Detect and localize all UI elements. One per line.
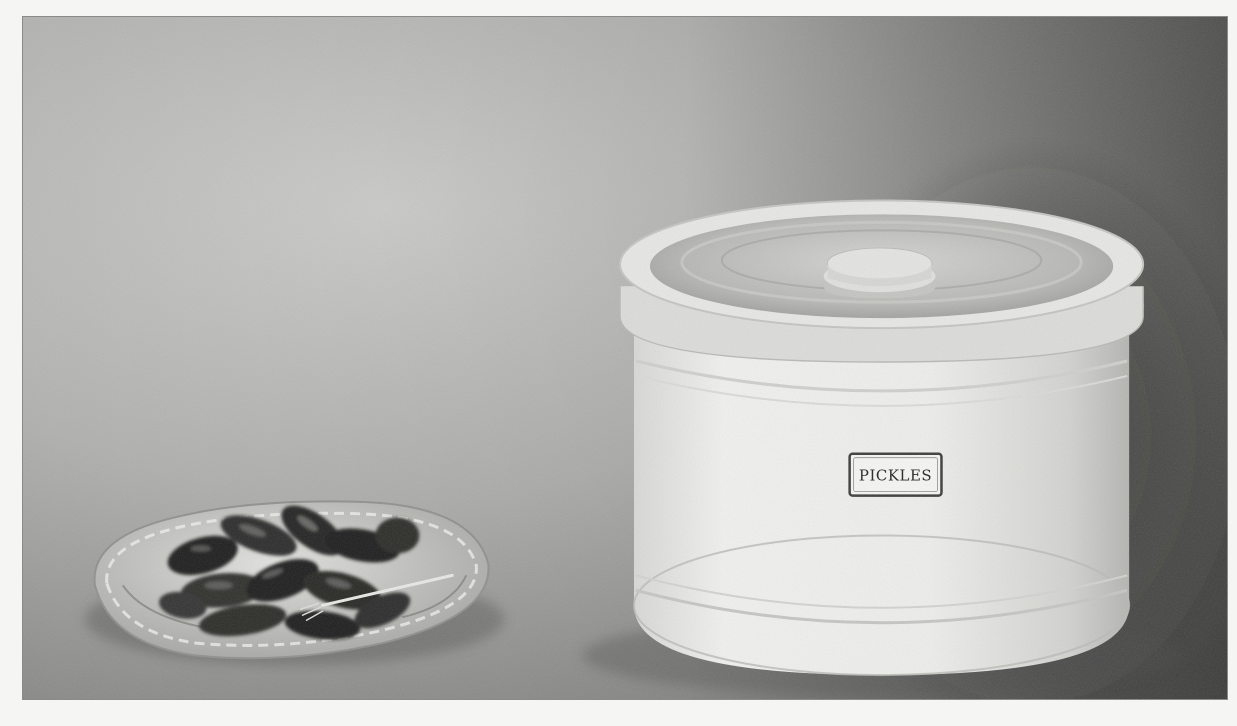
halftone-grain <box>23 17 1227 699</box>
halftone-photograph <box>22 16 1228 700</box>
photo-scene <box>23 17 1227 699</box>
